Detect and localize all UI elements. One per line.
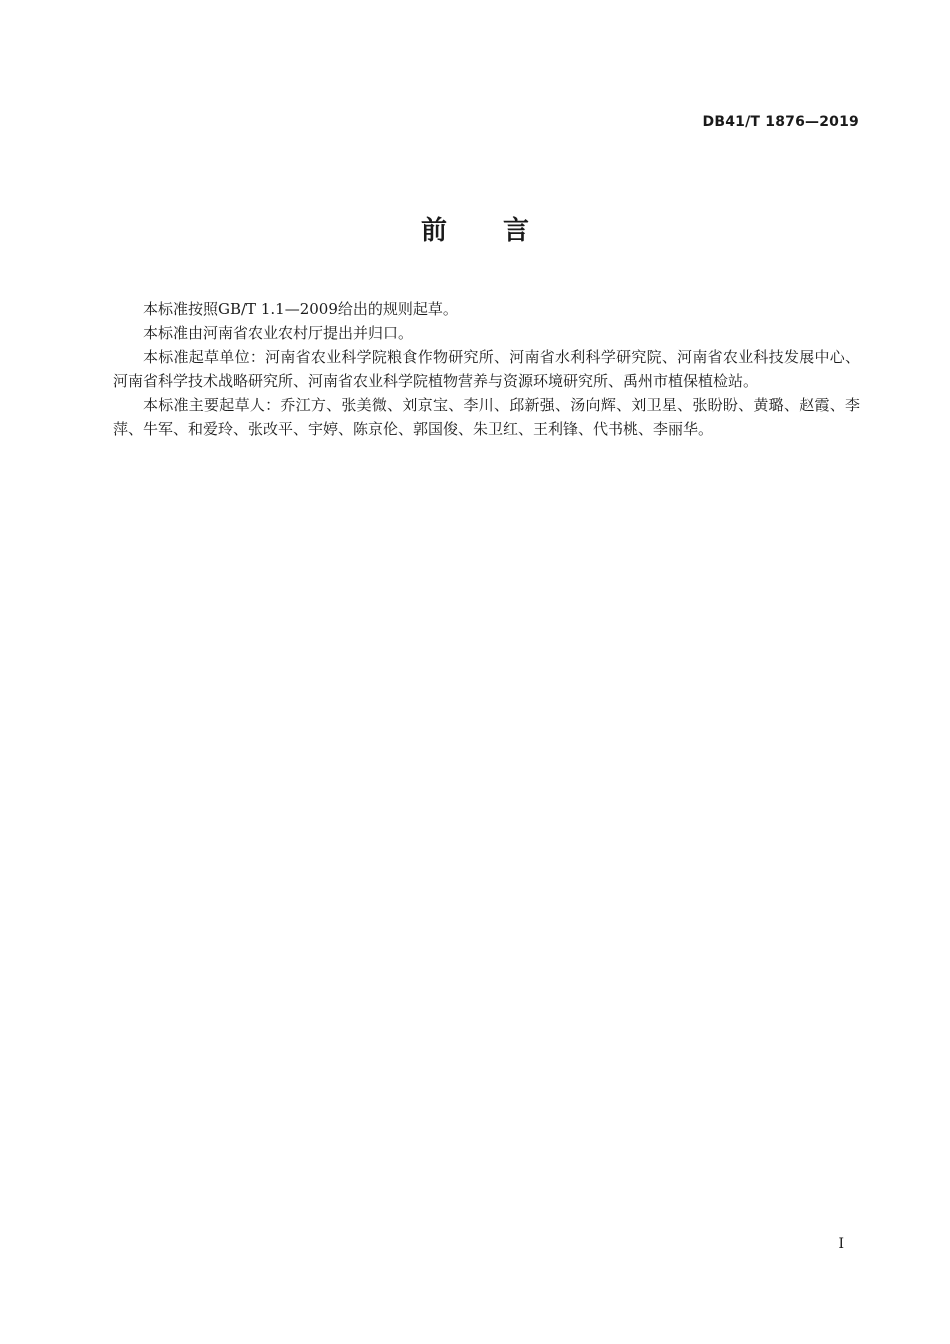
paragraph-drafters: 本标准主要起草人：乔江方、张美微、刘京宝、李川、邱新强、汤向辉、刘卫星、张盼盼、黄璐、赵霞、李萍、牛军、和爱玲、张改平、宇婷、陈京伦、郭国俊、朱卫红、王利锋、代书桃、李丽华。 [113,396,860,438]
paragraph-drafting-units: 本标准起草单位：河南省农业科学院粮食作物研究所、河南省水利科学研究院、河南省农业科技发展中心、河南省科学技术战略研究所、河南省农业科学院植物营养与资源环境研究所、禹州市植保植检站。 [113,348,860,390]
paragraph-proposer: 本标准由河南省农业农村厅提出并归口。 [143,324,414,342]
paragraph-drafting-rules: 本标准按照GB/T 1.1—2009给出的规则起草。 [143,300,458,318]
page-title: 前言 [420,216,585,246]
standard-code: DB41/T 1876—2019 [702,114,859,130]
page-number: I [838,1236,844,1252]
foreword-body [113,297,860,441]
